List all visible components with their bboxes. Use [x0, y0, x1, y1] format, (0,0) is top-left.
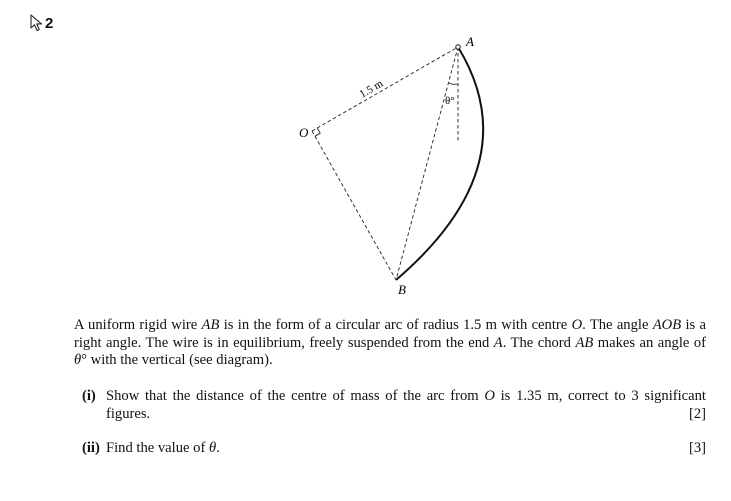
theta-angle-arc	[449, 83, 458, 84]
theta-angle-label: θ°	[445, 95, 455, 107]
right-angle-marker	[315, 128, 320, 136]
part-label: (ii)	[82, 440, 100, 456]
radius-OB	[312, 131, 396, 280]
suspension-point-A	[456, 45, 460, 49]
part-label: (i)	[82, 388, 96, 404]
part-marks: [3]	[688, 440, 706, 456]
question-part-ii	[82, 440, 706, 458]
part-marks: [2]	[688, 405, 706, 422]
part-text: Show that the distance of the centre of mass of the arc from O is 1.35 m, correct to 3 significant figures.	[106, 388, 706, 422]
radius-OA	[312, 47, 458, 131]
part-text: Find the value of θ.	[106, 440, 220, 456]
label-B: B	[398, 282, 406, 297]
radius-length-label: 1.5 m	[357, 77, 386, 101]
wire-arc-AB	[396, 47, 483, 280]
question-part-i	[82, 388, 706, 423]
question-stem: A uniform rigid wire AB is in the form of a circular arc of radius 1.5 m with centre O. The angle AOB is a right angle. The wire is in equilibrium, freely suspended from the end A. The chord AB makes an angle of θ° with the vertical (see diagram).	[74, 317, 707, 369]
chord-AB	[396, 47, 458, 280]
label-A: A	[466, 34, 474, 49]
label-O: O	[299, 125, 309, 140]
question-number-text: 2	[45, 14, 54, 32]
